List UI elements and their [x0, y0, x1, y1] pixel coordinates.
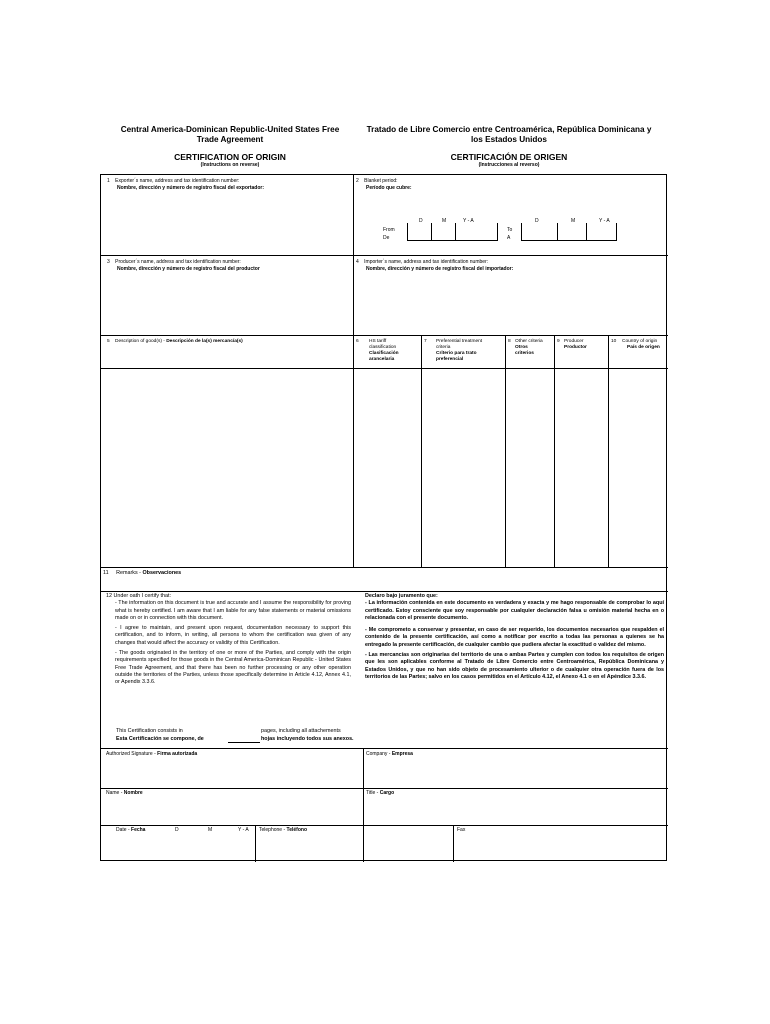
- field-8-number: 8: [508, 339, 511, 344]
- field-6-number: 6: [356, 339, 359, 344]
- country-of-origin-cell[interactable]: [609, 369, 667, 566]
- field-1-label-es: Nombre, dirección y número de registro fiscal del exportador:: [117, 184, 264, 191]
- signature-label-es: Firma autorizada: [157, 751, 198, 757]
- header-note-spanish: (Instrucciones al reverso): [478, 162, 540, 168]
- telephone-label-es: Teléfono: [286, 827, 307, 833]
- field-8-label-en: Other criteria: [515, 339, 543, 344]
- field-5-number: 5: [107, 339, 110, 344]
- date-year-header: Y - A: [238, 827, 249, 833]
- signature-input[interactable]: [104, 759, 360, 786]
- field-7-label-en2: criteria: [436, 345, 451, 350]
- field-1-exporter: [107, 178, 347, 191]
- header-note-english: (Instructions on reverse): [200, 162, 260, 168]
- field-6-label-es1: Clasificación: [369, 351, 399, 356]
- pages-count-label-es: Esta Certificación se compone, de: [116, 736, 204, 742]
- field-8-label-es2: criterios: [515, 351, 534, 356]
- field-4-number: 4: [356, 259, 359, 265]
- date-label-es: Fecha: [131, 827, 146, 833]
- field-5-label-en: Description of good(s) -: [115, 339, 165, 344]
- field-10-country-header: [611, 339, 667, 351]
- from-year-header: Y - A: [463, 218, 474, 224]
- field-2-label-es: Período que cubre:: [366, 184, 412, 191]
- field-5-label-es: Descripción de la(s) mercancía(s): [166, 339, 243, 344]
- fax-input[interactable]: [456, 834, 664, 860]
- producer-cell[interactable]: [555, 369, 607, 566]
- field-7-label-es2: preferencial: [436, 357, 464, 362]
- name-label-en: Name -: [106, 790, 123, 796]
- hs-tariff-cell[interactable]: [354, 369, 420, 566]
- to-year-header: Y - A: [599, 218, 610, 224]
- field-7-label-es1: Criterio para trato: [436, 351, 477, 356]
- date-month-header: M: [208, 827, 213, 833]
- telephone-input[interactable]: [258, 834, 450, 860]
- field-11-label-en: Remarks -: [116, 570, 141, 576]
- pages-suffix-en: pages, including all attachements: [261, 728, 341, 734]
- to-day-header: D: [535, 218, 539, 224]
- field-10-number: 10: [611, 339, 617, 344]
- field-3-label-en: Producer´s name, address and tax identification number:: [115, 259, 241, 265]
- title-label: [366, 790, 394, 797]
- company-input[interactable]: [366, 759, 664, 786]
- name-label: [106, 790, 143, 797]
- field-6-label-en1: HS tariff: [369, 339, 387, 344]
- field-8-label-es1: Otros: [515, 345, 528, 350]
- field-12-intro-en: Under oath I certify that:: [113, 593, 172, 599]
- pages-count-label-en: This Certification consists in: [116, 728, 183, 734]
- field-11-number: 11: [103, 570, 109, 576]
- field-10-label-en: Country of origin: [622, 339, 658, 344]
- pages-count-input[interactable]: [228, 734, 260, 743]
- field-12-es-paragraph-1: - La información contenida en este documento es verdadera y exacta y me hago responsable de comprobar lo aquí certificado. Estoy consciente que soy responsable por cualquier declaración falsa u omisión material hecha en o relacionada con el presente documento.: [365, 600, 664, 621]
- field-7-preferential-header: [424, 339, 504, 363]
- importer-input-area[interactable]: [357, 275, 663, 333]
- company-label-es: Empresa: [391, 751, 413, 757]
- field-7-number: 7: [424, 339, 427, 344]
- fax-label: Fax: [457, 827, 466, 833]
- telephone-label: [259, 827, 307, 834]
- field-12-en-paragraph-2: - I agree to maintain, and present upon request, documentation necessary to support this certification, and to inform, in writing, all persons to whom the certification was given of any changes that would affect the accuracy or validity of this Certification.: [115, 625, 351, 646]
- de-label: De: [383, 235, 390, 241]
- from-day-header: D: [419, 218, 423, 224]
- field-12-en-paragraph-1: - The information on this document is true and accurate and I assume the responsibility for proving what is hereby certified. I am aware that I am liable for any false statements or material omissions made on or in connection with this document.: [115, 600, 351, 621]
- title-input[interactable]: [366, 797, 664, 823]
- header-subtitle-english: CERTIFICATION OF ORIGIN: [174, 152, 286, 162]
- field-1-number: 1: [107, 178, 110, 184]
- remarks-input-area[interactable]: [201, 569, 661, 589]
- field-1-label-en: Exporter´s name, address and tax identification number:: [115, 178, 240, 184]
- company-label: [366, 751, 413, 758]
- pages-suffix-es: hojas incluyendo todos sus anexos.: [261, 736, 354, 742]
- field-6-label-es2: arancelaria: [369, 357, 395, 362]
- field-9-number: 9: [557, 339, 560, 344]
- field-12-es-paragraph-2: - Me comprometo a conservar y presentar, en caso de ser requerido, los documentos necesarios que respalden el contenido de la presente certificación, así como a notificar por escrito a todas las personas a quienes se ha entregado la presente certificación, de cualquier cambio que pudiera afectar la exactitud o validez del mismo.: [365, 627, 664, 648]
- date-input[interactable]: [161, 834, 253, 860]
- field-10-label-es: País de origen: [627, 345, 660, 350]
- field-2-label-en: Blanket period:: [364, 178, 398, 184]
- from-month-header: M: [442, 218, 447, 224]
- name-label-es: Nombre: [123, 790, 143, 796]
- field-2-number: 2: [356, 178, 359, 184]
- field-12-number: 12: [106, 593, 112, 599]
- field-8-other-criteria-header: [508, 339, 554, 357]
- field-7-label-en1: Preferential treatment: [436, 339, 483, 344]
- certificate-form: [100, 174, 667, 861]
- field-12-en-paragraph-3: - The goods originated in the territory of one or more of the Parties, and comply with the origin requirements specified for those goods in the Central America-Dominican Republic - United States Free Trade Agreement, and that there has been no further processing or any other operation outside the territories of the Parties, unless those specifically determine in Article 4.12, Annex 4.1, or Apendix 3.3.6.: [115, 650, 351, 686]
- producer-input-area[interactable]: [105, 275, 349, 333]
- from-label: From: [383, 227, 395, 233]
- field-11-label-es: Observaciones: [142, 570, 182, 576]
- to-month-header: M: [571, 218, 576, 224]
- field-12-intro-es: Declaro bajo juramento que:: [365, 593, 438, 599]
- field-3-number: 3: [107, 259, 110, 265]
- company-label-en: Company -: [366, 751, 391, 757]
- field-12-spanish-declaration: [365, 593, 664, 681]
- title-label-en: Title -: [366, 790, 379, 796]
- header-title-spanish: Tratado de Libre Comercio entre Centroamérica, República Dominicana y los Estados Unidos: [366, 125, 652, 144]
- field-4-label-en: Importer´s name, address and tax identification number:: [364, 259, 489, 265]
- field-12-english-declaration: [106, 593, 351, 687]
- to-date-input[interactable]: [521, 223, 617, 241]
- goods-description-cell[interactable]: [102, 369, 352, 566]
- telephone-label-en: Telephone -: [259, 827, 286, 833]
- exporter-input-area[interactable]: [105, 193, 349, 253]
- header-title-english: Central America-Dominican Republic-United States Free Trade Agreement: [120, 125, 340, 144]
- field-5-description-header: [107, 339, 347, 345]
- field-9-producer-header: [557, 339, 607, 351]
- field-3-label-es: Nombre, dirección y número de registro fiscal del productor: [117, 265, 260, 272]
- to-label: To: [507, 227, 513, 233]
- authorized-signature-label: [106, 751, 197, 758]
- signature-label-en: Authorized Signature -: [106, 751, 156, 757]
- header-subtitle-spanish: CERTIFICACIÓN DE ORIGEN: [450, 152, 568, 162]
- preferential-criteria-cell[interactable]: [422, 369, 504, 566]
- field-3-producer: [107, 259, 347, 272]
- field-6-hs-tariff-header: [356, 339, 420, 363]
- title-label-es: Cargo: [379, 790, 395, 796]
- date-day-header: D: [175, 827, 179, 833]
- field-6-label-en2: classification: [369, 345, 397, 350]
- field-12-es-paragraph-3: - Las mercancías son originarias del territorio de una o ambas Partes y cumplen con todos los requisitos de origen que les son aplicables conforme al Tratado de Libre Comercio entre Centroamérica, República Dominicana y Estados Unidos, y que no han sido objeto de procesamiento ulterior o de cualquier otra operación fuera de los territorios de las Partes; salvo en los casos permitidos en el Artículo 4.12, el Anexo 4.1 o en el Apéndice 3.3.6.: [365, 652, 664, 680]
- other-criteria-cell[interactable]: [506, 369, 553, 566]
- from-date-input[interactable]: [407, 223, 498, 241]
- field-2-blanket-period: [356, 178, 656, 191]
- a-label: A: [507, 235, 511, 241]
- field-4-label-es: Nombre, dirección y número de registro fiscal del importador:: [366, 265, 514, 272]
- field-9-label-en: Producer: [564, 339, 584, 344]
- field-4-importer: [356, 259, 666, 272]
- name-input[interactable]: [104, 797, 360, 823]
- date-label: [116, 827, 145, 834]
- date-label-en: Date -: [116, 827, 130, 833]
- field-9-label-es: Productor: [564, 345, 587, 350]
